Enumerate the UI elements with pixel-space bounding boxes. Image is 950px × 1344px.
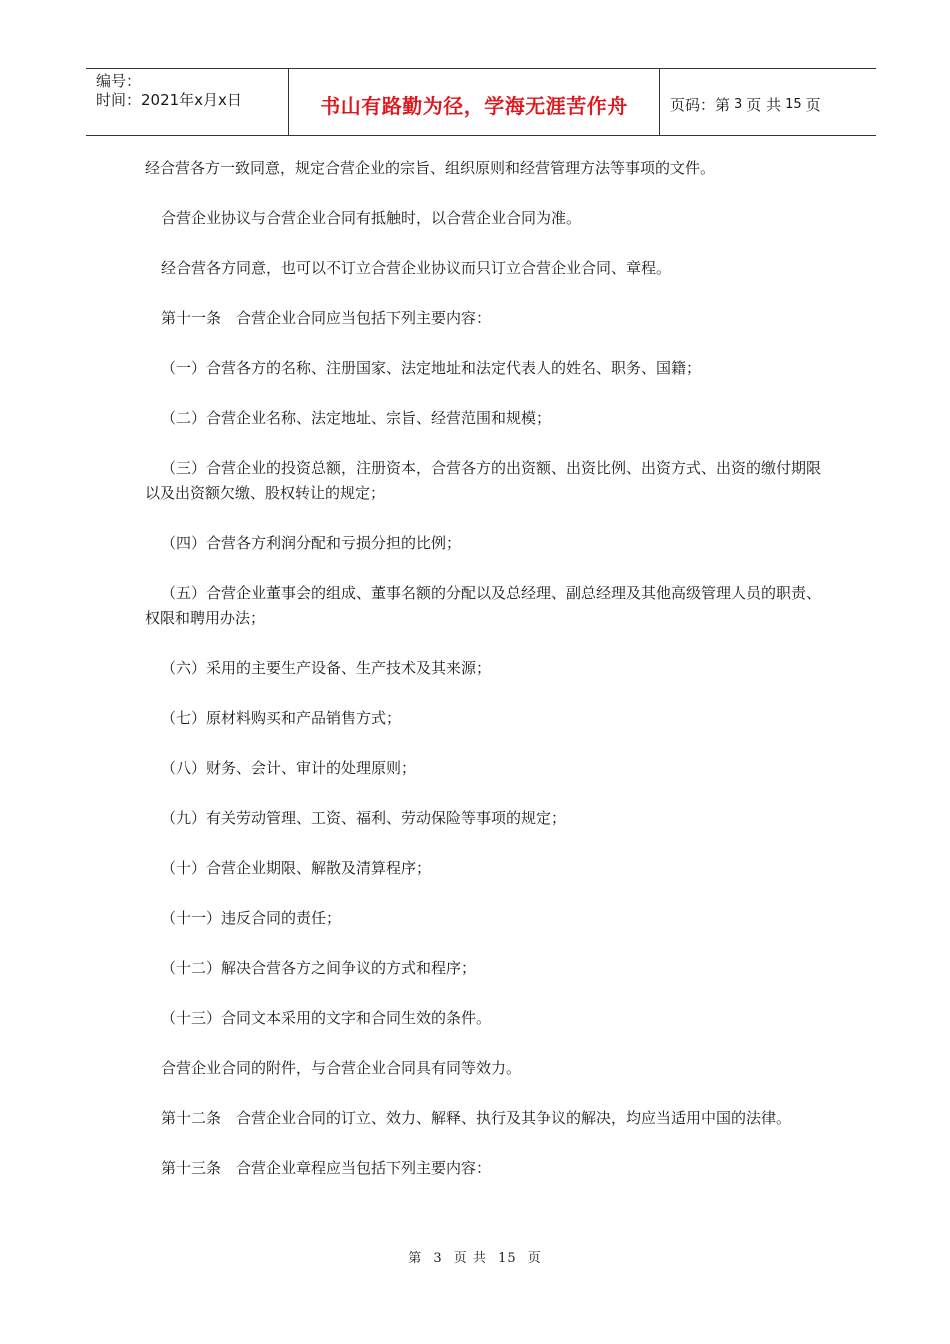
list-item: （十）合营企业期限、解散及清算程序；	[161, 859, 432, 877]
body-paragraph: 经合营各方一致同意，规定合营企业的宗旨、组织原则和经营管理方法等事项的文件。	[145, 159, 716, 177]
page-header	[86, 68, 876, 136]
list-item: （二）合营企业名称、法定地址、宗旨、经营范围和规模；	[161, 409, 552, 427]
document-time-label: 时间：2021年x月x日	[96, 91, 242, 109]
list-item: （一）合营各方的名称、注册国家、法定地址和法定代表人的姓名、职务、国籍；	[161, 359, 702, 377]
article-heading: 第十二条 合营企业合同的订立、效力、解释、执行及其争议的解决，均应当适用中国的法律。	[161, 1109, 792, 1127]
list-item: （七）原材料购买和产品销售方式；	[161, 709, 402, 727]
list-item: （十一）违反合同的责任；	[161, 909, 342, 927]
body-paragraph: 经合营各方同意，也可以不订立合营企业协议而只订立合营企业合同、章程。	[161, 259, 672, 277]
header-motto: 书山有路勤为径，学海无涯苦作舟	[288, 69, 660, 135]
header-page-total: 15	[785, 96, 802, 112]
list-item: （四）合营各方利润分配和亏损分担的比例；	[161, 534, 462, 552]
footer-page-suffix: 页	[527, 1251, 542, 1266]
header-page-current: 3	[734, 96, 743, 112]
footer-page-prefix: 第	[408, 1251, 423, 1266]
header-meta	[86, 69, 288, 135]
document-number-label: 编号：	[96, 72, 142, 90]
footer-page-total: 15	[498, 1251, 517, 1266]
article-heading: 第十一条 合营企业合同应当包括下列主要内容：	[161, 309, 492, 327]
list-item: （十二）解决合营各方之间争议的方式和程序；	[161, 959, 477, 977]
body-paragraph: 合营企业合同的附件，与合营企业合同具有同等效力。	[161, 1059, 522, 1077]
page-footer	[0, 1247, 950, 1266]
footer-page-mid: 页 共	[453, 1251, 487, 1266]
header-page-mid: 页 共	[746, 95, 782, 114]
header-page-suffix: 页	[805, 95, 821, 114]
list-item: （九）有关劳动管理、工资、福利、劳动保险等事项的规定；	[161, 809, 567, 827]
document-body	[145, 156, 825, 1206]
header-page-prefix: 页码：第	[670, 95, 731, 114]
footer-page-current: 3	[433, 1251, 443, 1266]
list-item: （八）财务、会计、审计的处理原则；	[161, 759, 417, 777]
list-item: （三）合营企业的投资总额，注册资本，合营各方的出资额、出资比例、出资方式、出资的缴付期限以及出资额欠缴、股权转让的规定；	[145, 459, 822, 502]
article-heading: 第十三条 合营企业章程应当包括下列主要内容：	[161, 1159, 492, 1177]
list-item: （六）采用的主要生产设备、生产技术及其来源；	[161, 659, 492, 677]
list-item: （五）合营企业董事会的组成、董事名额的分配以及总经理、副总经理及其他高级管理人员的职责、权限和聘用办法；	[145, 584, 822, 627]
header-page-info	[660, 69, 876, 135]
body-paragraph: 合营企业协议与合营企业合同有抵触时，以合营企业合同为准。	[161, 209, 582, 227]
list-item: （十三）合同文本采用的文字和合同生效的条件。	[161, 1009, 492, 1027]
